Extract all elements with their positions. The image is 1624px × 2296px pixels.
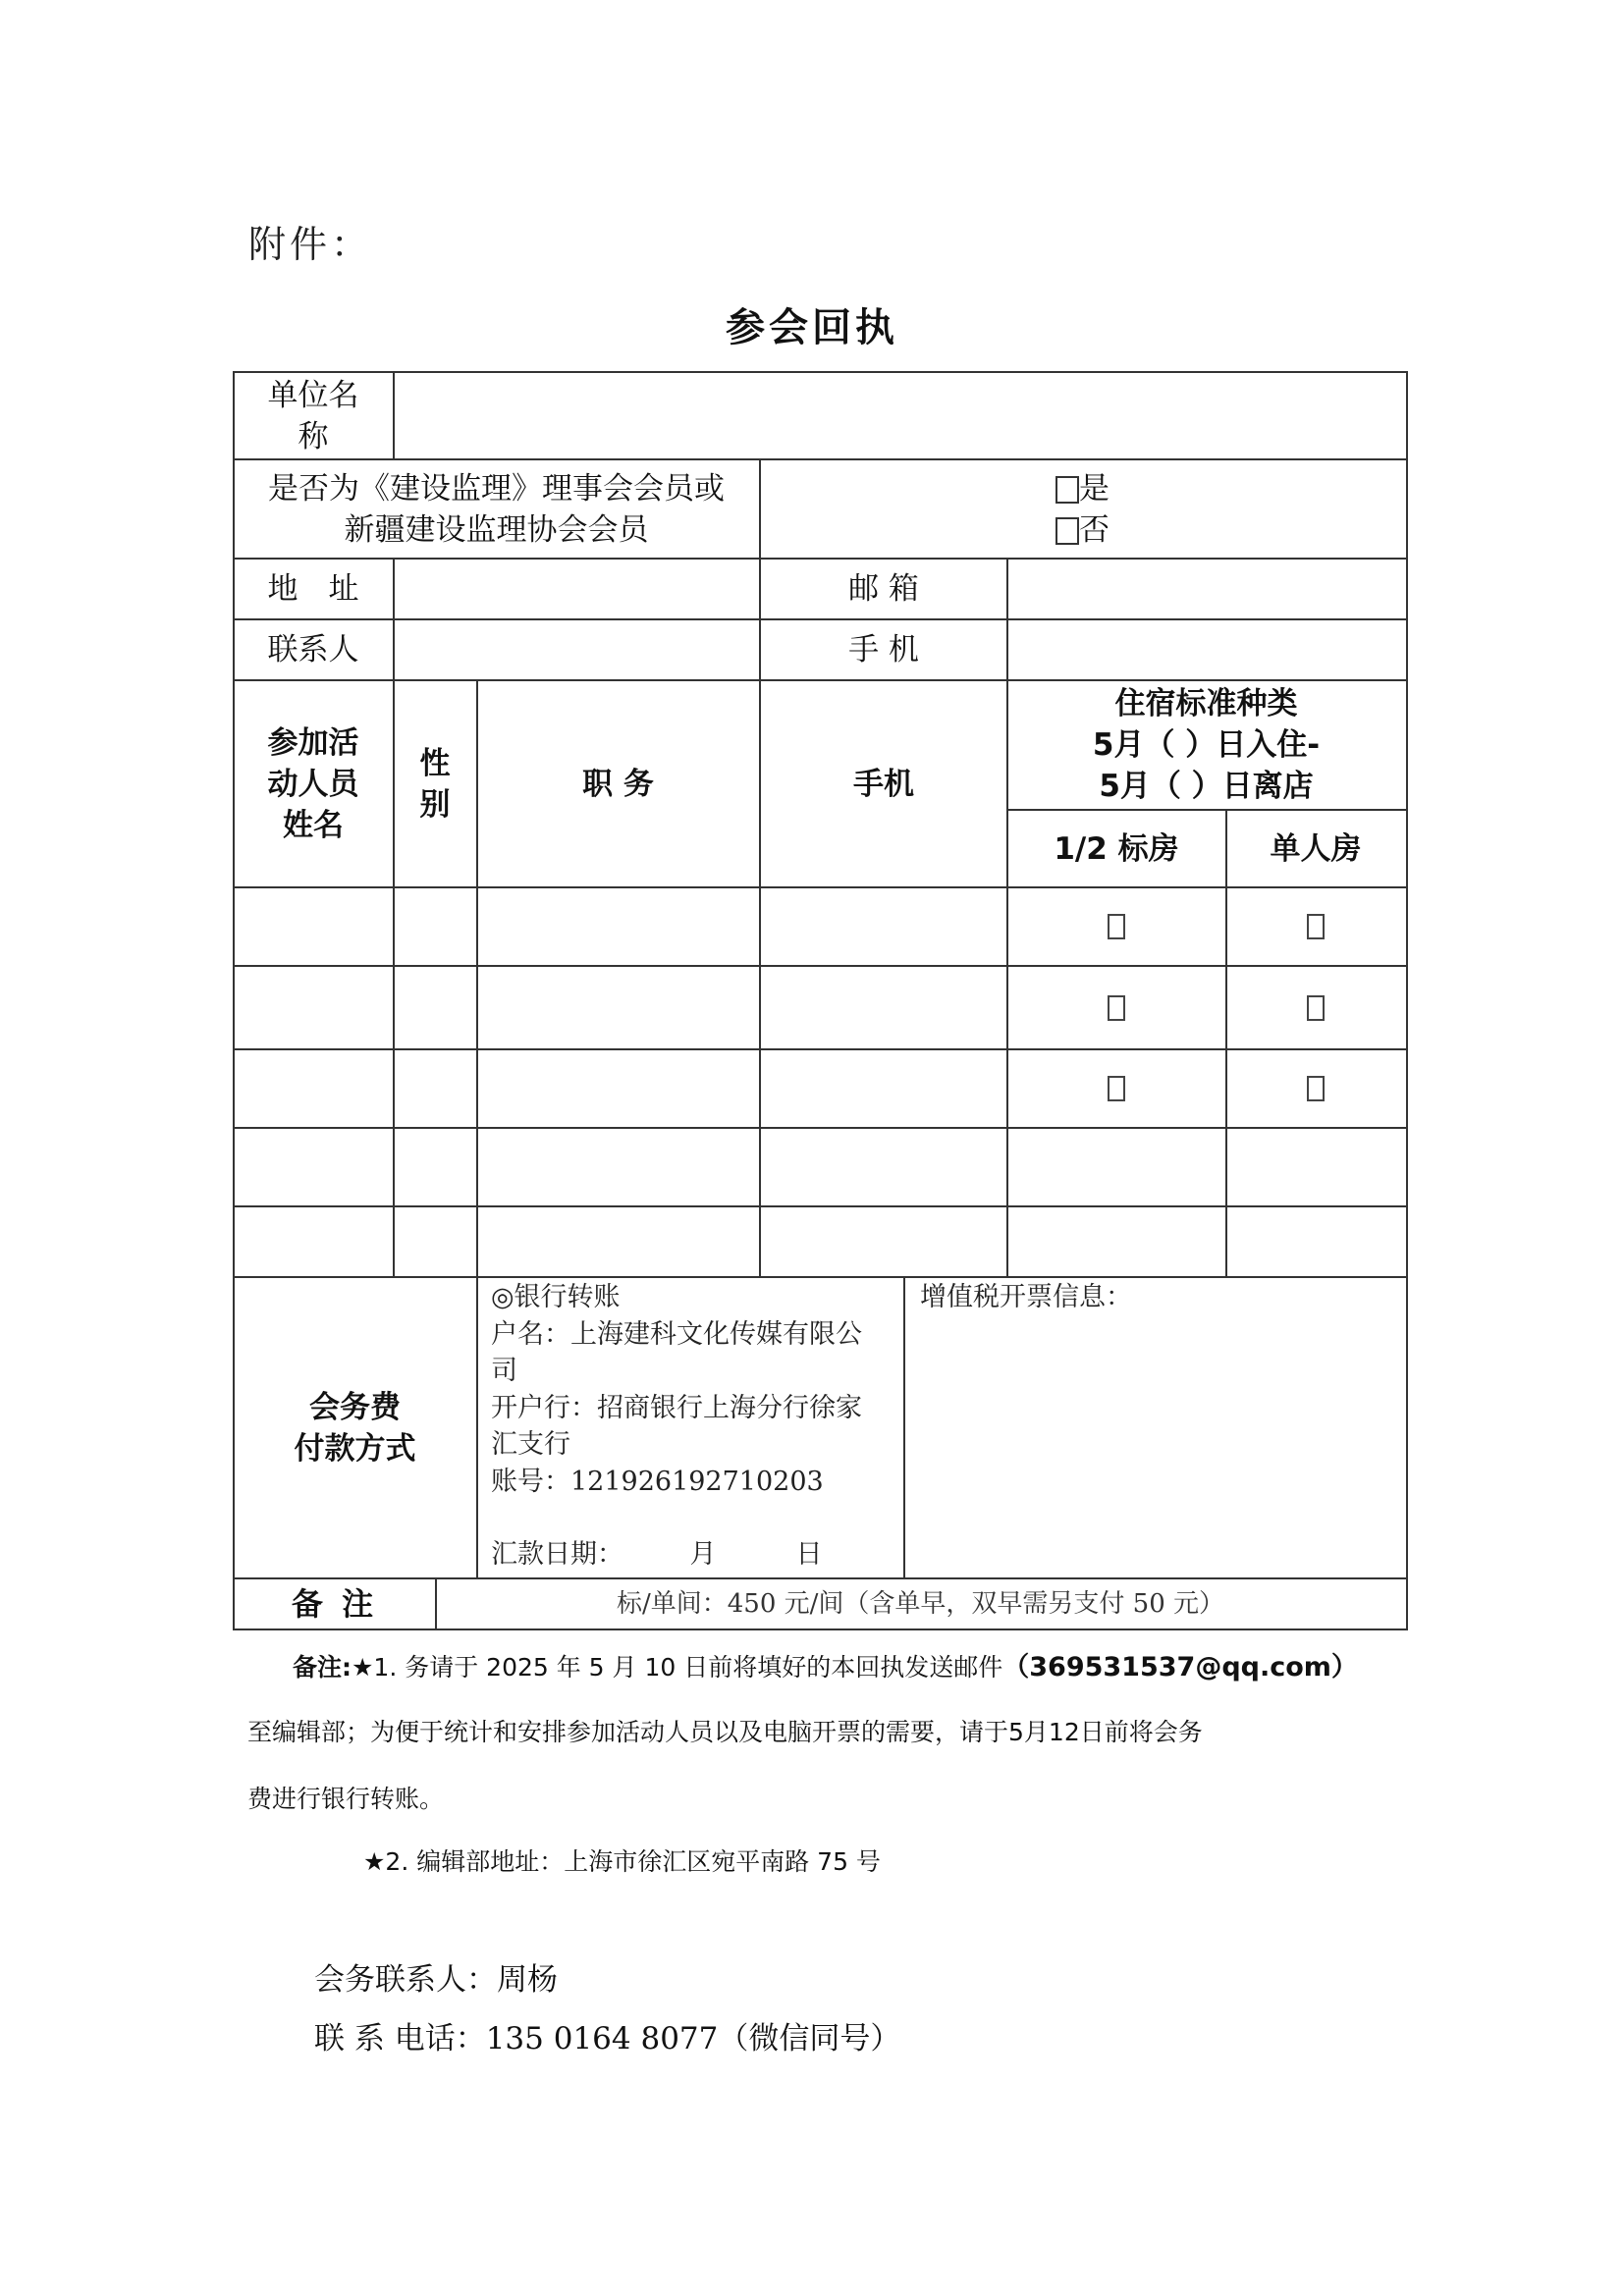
single-room-cell <box>1227 967 1404 1048</box>
table-border <box>476 1276 478 1579</box>
unit-name-field[interactable] <box>395 373 1404 458</box>
member-question: 是否为《建设监理》理事会会员或 新疆建设监理协会会员 <box>268 470 725 548</box>
payment-details: ◎银行转账 户名：上海建科文化传媒有限公 司 开户行：招商银行上海分行徐家 汇支行 账号：121926192710203 汇款日期： 月 日 <box>491 1279 898 1574</box>
attendee-gender-field[interactable] <box>395 1129 475 1205</box>
email-address[interactable]: （369531537@qq.com） <box>1002 1652 1358 1682</box>
header-attendee-name: 参加活 动人员 姓名 <box>267 724 359 843</box>
checkbox-icon[interactable] <box>1056 476 1079 504</box>
single-room-checkbox-icon[interactable] <box>1307 995 1325 1021</box>
email-field[interactable] <box>1008 560 1404 618</box>
attendee-name-field[interactable] <box>235 1129 392 1205</box>
header-half-standard-room: 1/2 标房 <box>1054 830 1179 867</box>
attachment-label: 附件： <box>248 223 373 266</box>
note-line-1: 备注:★1. 务请于 2025 年 5 月 10 日前将填好的本回执发送邮件（369531537@qq.com） <box>293 1652 1358 1682</box>
table-border <box>903 1276 905 1579</box>
half-standard-room-cell[interactable] <box>1008 1207 1224 1276</box>
note-line-3: 费进行银行转账。 <box>247 1785 445 1813</box>
payment-method: ◎银行转账 <box>491 1282 621 1312</box>
single-room-cell[interactable] <box>1227 1129 1404 1205</box>
attendee-position-field[interactable] <box>478 967 758 1048</box>
contact-field[interactable] <box>395 620 758 679</box>
half-standard-room-checkbox-icon[interactable] <box>1108 914 1125 939</box>
page-title: 参会回执 <box>726 305 898 350</box>
table-border <box>1406 371 1408 1630</box>
invoice-field[interactable] <box>920 1320 1391 1566</box>
attendee-mobile-field[interactable] <box>761 1129 1006 1205</box>
attendee-position-field[interactable] <box>478 1050 758 1127</box>
mobile-field[interactable] <box>1008 620 1404 679</box>
half-standard-room-checkbox-icon[interactable] <box>1108 995 1125 1021</box>
attendee-name-field[interactable] <box>235 967 392 1048</box>
attendee-position-field[interactable] <box>478 1207 758 1276</box>
attendee-name-field[interactable] <box>235 888 392 965</box>
attendee-mobile-field[interactable] <box>761 1207 1006 1276</box>
star-icon: ★ <box>352 1653 374 1682</box>
attendee-gender-field[interactable] <box>395 967 475 1048</box>
remit-date[interactable]: 汇款日期： 月 日 <box>491 1539 823 1570</box>
single-room-cell[interactable] <box>1227 1207 1404 1276</box>
member-option-no[interactable]: 否 <box>1056 509 1110 551</box>
member-options <box>761 460 1404 558</box>
checkbox-icon[interactable] <box>1056 517 1079 545</box>
header-gender: 性 别 <box>419 745 451 823</box>
attendee-position-field[interactable] <box>478 1129 758 1205</box>
header-lodging: 住宿标准种类 5月（ ）日入住- 5月（ ）日离店 <box>1092 686 1321 804</box>
header-single-room: 单人房 <box>1270 830 1362 867</box>
attendee-mobile-field[interactable] <box>761 967 1006 1048</box>
unit-name-label: 单位名称 <box>267 377 359 454</box>
single-room-cell <box>1227 888 1404 965</box>
half-standard-room-cell <box>1008 967 1224 1048</box>
single-room-checkbox-icon[interactable] <box>1307 1076 1325 1101</box>
payment-label: 会务费 付款方式 <box>294 1389 416 1467</box>
invoice-label: 增值税开票信息： <box>920 1282 1132 1312</box>
header-mobile: 手机 <box>853 766 914 802</box>
attendee-name-field[interactable] <box>235 1050 392 1127</box>
attendee-gender-field[interactable] <box>395 1050 475 1127</box>
half-standard-room-cell <box>1008 888 1224 965</box>
account-number: 账号：121926192710203 <box>491 1466 824 1497</box>
address-field[interactable] <box>395 560 758 618</box>
conference-contact-person: 会务联系人：周杨 <box>314 1962 558 1998</box>
single-room-checkbox-icon[interactable] <box>1307 914 1325 939</box>
attendee-position-field[interactable] <box>478 888 758 965</box>
half-standard-room-checkbox-icon[interactable] <box>1108 1076 1125 1101</box>
email-label: 邮 箱 <box>848 571 919 607</box>
address-label: 地 址 <box>267 571 359 607</box>
mobile-label: 手 机 <box>848 632 919 667</box>
attendee-mobile-field[interactable] <box>761 1050 1006 1127</box>
half-standard-room-cell[interactable] <box>1008 1129 1224 1205</box>
account-name: 户名：上海建科文化传媒有限公 <box>491 1318 862 1350</box>
member-option-yes[interactable]: 是 <box>1056 468 1110 509</box>
remarks-text: 标/单间：450 元/间（含单早，双早需另支付 50 元） <box>616 1589 1225 1619</box>
contact-label: 联系人 <box>267 632 359 667</box>
table-border <box>233 1629 1408 1630</box>
conference-contact-phone: 联 系 电话：135 0164 8077（微信同号） <box>314 2021 901 2056</box>
half-standard-room-cell <box>1008 1050 1224 1127</box>
single-room-cell <box>1227 1050 1404 1127</box>
attendee-name-field[interactable] <box>235 1207 392 1276</box>
note-line-2: 至编辑部；为便于统计和安排参加活动人员以及电脑开票的需要，请于5月12日前将会务 <box>247 1718 1203 1746</box>
header-position: 职 务 <box>582 766 654 802</box>
attendee-gender-field[interactable] <box>395 1207 475 1276</box>
attendee-gender-field[interactable] <box>395 888 475 965</box>
bank-name: 开户行：招商银行上海分行徐家 <box>491 1392 862 1423</box>
note-line-4: ★2. 编辑部地址：上海市徐汇区宛平南路 75 号 <box>363 1847 881 1876</box>
remarks-label: 备 注 <box>291 1585 378 1623</box>
attendee-mobile-field[interactable] <box>761 888 1006 965</box>
